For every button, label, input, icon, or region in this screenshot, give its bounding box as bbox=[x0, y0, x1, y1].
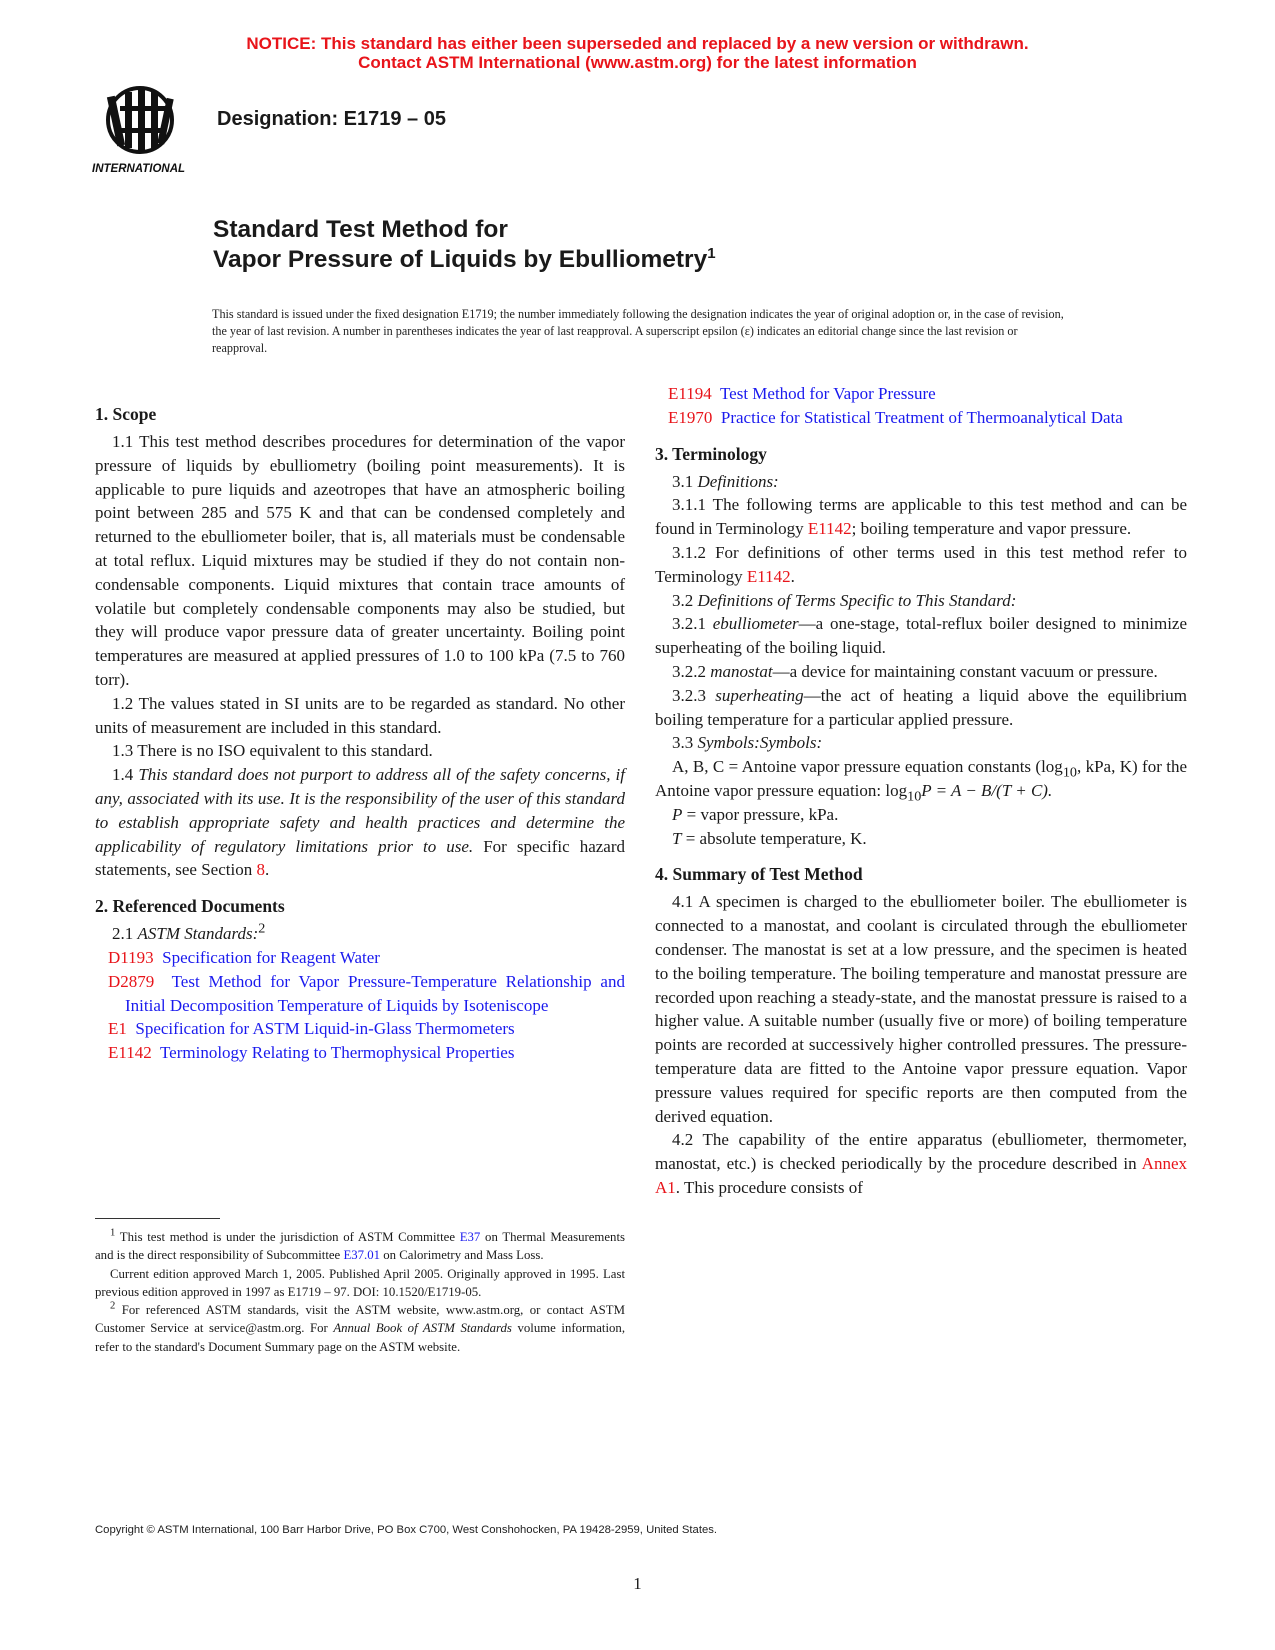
para-3-2-2-num: 3.2.2 bbox=[672, 661, 711, 681]
e1142-link[interactable]: E1142 bbox=[746, 566, 791, 586]
ref-item-e1[interactable] bbox=[95, 1017, 625, 1041]
symbol-t bbox=[655, 827, 1187, 851]
log-base: 10 bbox=[907, 788, 922, 805]
title-line-2-text: Vapor Pressure of Liquids by Ebulliometry bbox=[213, 246, 708, 273]
title-footnote-ref[interactable]: 1 bbox=[707, 244, 716, 262]
e37-link[interactable]: E37 bbox=[459, 1230, 481, 1244]
para-1-4-end: . bbox=[264, 860, 270, 880]
ref-item-e1970[interactable] bbox=[655, 406, 1187, 430]
term-ebulliometer: ebulliometer bbox=[712, 614, 799, 634]
ref-item-d1193[interactable] bbox=[95, 946, 625, 970]
section-3-heading: 3. Terminology bbox=[655, 443, 767, 464]
ref-title[interactable]: Practice for Statistical Treatment of Thermoanalytical Data bbox=[720, 407, 1123, 427]
logo-wordmark: INTERNATIONAL bbox=[92, 163, 186, 175]
footnote-2-ref[interactable]: 2 bbox=[258, 920, 266, 937]
ref-item-e1194[interactable] bbox=[655, 382, 1187, 406]
footnote-1 bbox=[95, 1228, 625, 1265]
footnote-2-marker: 2 bbox=[110, 1300, 116, 1312]
footnote-divider bbox=[95, 1218, 220, 1219]
para-1-4 bbox=[95, 763, 625, 882]
ref-title[interactable]: Specification for ASTM Liquid-in-Glass Thermometers bbox=[135, 1019, 515, 1039]
annex-a1-link[interactable]: Annex A1 bbox=[655, 1154, 1187, 1197]
footnote-1-text-2: on Thermal Measurements and is the direct responsibility of Subcommittee bbox=[95, 1230, 625, 1263]
para-3-1-1 bbox=[655, 493, 1187, 541]
para-3-1-2 bbox=[655, 541, 1187, 589]
ref-title[interactable]: Test Method for Vapor Pressure bbox=[719, 384, 936, 403]
para-3-2-3 bbox=[655, 684, 1187, 732]
notice-line-2: Contact ASTM International (www.astm.org) for the latest information bbox=[358, 53, 917, 72]
footnote-2 bbox=[95, 1301, 625, 1356]
astm-logo bbox=[90, 84, 200, 180]
e37-01-link[interactable]: E37.01 bbox=[343, 1248, 381, 1263]
para-3-2-1 bbox=[655, 612, 1187, 660]
ref-item-e1142[interactable] bbox=[95, 1041, 625, 1065]
symbol-p bbox=[655, 803, 1187, 827]
e1142-link[interactable]: E1142 bbox=[807, 519, 852, 539]
para-3-2-1-num: 3.2.1 bbox=[672, 614, 713, 634]
para-3-1-num: 3.1 bbox=[672, 471, 698, 491]
term-superheating: superheating bbox=[715, 685, 804, 705]
title-line-2 bbox=[213, 245, 716, 275]
left-column bbox=[95, 402, 625, 1065]
ref-code[interactable]: D2879 bbox=[108, 971, 155, 991]
para-3-2 bbox=[655, 589, 1187, 613]
footnote-1-text: This test method is under the jurisdiction of ASTM Committee bbox=[115, 1230, 460, 1244]
page-number: 1 bbox=[633, 1574, 642, 1593]
footnote-1-marker: 1 bbox=[110, 1227, 116, 1239]
ref-title[interactable]: Test Method for Vapor Pressure-Temperature Relationship and Initial Decomposition Temperature of Liquids by Isoteniscope bbox=[125, 971, 625, 1015]
para-3-2-2 bbox=[655, 660, 1187, 684]
designation: Designation: E1719 – 05 bbox=[217, 108, 446, 130]
section-8-link[interactable]: 8 bbox=[256, 860, 265, 880]
symbol-abc-text-2: , kPa, K) for the Antoine vapor pressure equation: log bbox=[655, 757, 1188, 800]
para-3-1-2-tail: . bbox=[790, 566, 795, 586]
section-4-heading: 4. Summary of Test Method bbox=[655, 864, 863, 885]
title-line-1: Standard Test Method for bbox=[213, 216, 508, 243]
footnote-1-edition: Current edition approved March 1, 2005. Published April 2005. Originally approved in 1995. Last previous edition approved in 1997 as E1719 – 97. DOI: 10.1520/E1719-05. bbox=[95, 1266, 625, 1299]
def-ebulliometer: —a one-stage, total-reflux boiler designed to minimize superheating of the boiling liquid. bbox=[655, 614, 1188, 658]
def-superheating: —the act of heating a liquid above the equilibrium boiling temperature for a particular applied pressure. bbox=[655, 685, 1188, 729]
symbol-p-def: = vapor pressure, kPa. bbox=[682, 804, 839, 824]
para-1-4-num: 1.4 bbox=[112, 765, 139, 785]
copyright: Copyright © ASTM International, 100 Barr Harbor Drive, PO Box C700, West Conshohocken, PA 19428-2959, United States. bbox=[95, 1524, 718, 1536]
ref-code[interactable]: E1970 bbox=[668, 407, 713, 427]
section-2-heading: 2. Referenced Documents bbox=[95, 896, 285, 917]
var-t: T bbox=[672, 828, 682, 848]
para-4-2-text: 4.2 The capability of the entire apparatus (ebulliometer, thermometer, manostat, etc.) is checked periodically by the procedure described in bbox=[655, 1130, 1187, 1174]
para-2-1 bbox=[95, 922, 625, 946]
footnote-2-text-2: volume information, refer to the standard's Document Summary page on the ASTM website. bbox=[95, 1321, 626, 1354]
var-p: P bbox=[672, 804, 683, 824]
section-1-heading: 1. Scope bbox=[95, 404, 157, 424]
term-manostat: manostat bbox=[710, 661, 773, 681]
para-3-1-1-text: 3.1.1 The following terms are applicable to this test method and can be found in Terminology bbox=[655, 495, 1187, 539]
para-1-4-tail: For specific hazard statements, see Section bbox=[95, 836, 625, 880]
notice-line-1: NOTICE: This standard has either been superseded and replaced by a new version or withdrawn. bbox=[246, 34, 1029, 53]
ref-title[interactable]: Specification for Reagent Water bbox=[162, 947, 380, 967]
para-3-2-3-num: 3.2.3 bbox=[672, 685, 716, 705]
para-3-2-num: 3.2 bbox=[672, 590, 698, 610]
para-1-3: 1.3 There is no ISO equivalent to this standard. bbox=[112, 741, 433, 761]
document-title bbox=[213, 215, 716, 275]
footnote-2-text: For referenced ASTM standards, visit the ASTM website, www.astm.org, or contact ASTM Customer Service at service@astm.org. For bbox=[95, 1303, 625, 1336]
antoine-equation: = A − B/(T + C). bbox=[931, 780, 1053, 800]
symbols-label: Symbols:Symbols: bbox=[697, 733, 823, 753]
para-1-2: 1.2 The values stated in SI units are to be regarded as standard. No other units of measurement are included in this standard. bbox=[95, 693, 625, 737]
para-4-2-tail: . This procedure consists of bbox=[675, 1177, 863, 1197]
para-3-1-2-text: 3.1.2 For definitions of other terms used in this test method refer to Terminology bbox=[655, 542, 1187, 586]
ref-item-d2879[interactable] bbox=[95, 970, 625, 1018]
definitions-label: Definitions: bbox=[697, 471, 779, 491]
para-3-1 bbox=[655, 470, 1187, 494]
footnote-1-text-3: on Calorimetry and Mass Loss. bbox=[380, 1248, 544, 1263]
footnotes bbox=[95, 1228, 625, 1356]
ref-title[interactable]: Terminology Relating to Thermophysical Properties bbox=[159, 1043, 515, 1063]
log-base: 10 bbox=[1062, 764, 1077, 781]
right-column bbox=[655, 384, 1188, 1200]
para-3-3 bbox=[655, 731, 1187, 755]
specific-definitions-label: Definitions of Terms Specific to This Standard: bbox=[697, 590, 1017, 610]
ref-code[interactable]: D1193 bbox=[108, 947, 154, 967]
para-3-1-1-tail: ; boiling temperature and vapor pressure. bbox=[851, 519, 1132, 539]
para-4-1: 4.1 A specimen is charged to the ebulliometer boiler. The ebulliometer is connected to a manostat, and coolant is circulated through the ebulliometer condenser. The manostat is set at a low pressure, and the specimen is heated to the boiling temperature. The boiling temperature and manostat pressure are recorded upon reaching a steady-state, and the manostat pressure is raised to a higher value. A suitable number (usually five or more) of boiling temperature points are recorded at successively higher controlled pressures. The pressure-temperature data are fitted to the Antoine vapor pressure equation. Vapor pressure values required for specific reports are then computed from the derived equation. bbox=[655, 892, 1187, 1126]
para-2-1-num: 2.1 bbox=[112, 924, 138, 944]
var-p: P bbox=[921, 780, 932, 800]
para-4-2 bbox=[655, 1128, 1187, 1199]
para-1-1: 1.1 This test method describes procedures for determination of the vapor pressure of liquids by ebulliometry (boiling point measurements). It is applicable to pure liquids and azeotropes that have an atmospheric boiling point between 285 and 575 K and that can be condensed completely and returned to the ebulliometer boiler, that is, all materials must be condensable at total reflux. Liquid mixtures may be studied if they do not contain non-condensable components. Liquid mixtures that contain trace amounts of volatile but completely condensable components may also be studied, but they will produce vapor pressure data of greater uncertainty. Boiling point temperatures are measured at applied pressures of 1.0 to 100 kPa (7.5 to 760 torr). bbox=[95, 432, 625, 689]
symbol-abc bbox=[655, 755, 1187, 803]
ref-code[interactable]: E1142 bbox=[108, 1043, 152, 1063]
symbol-t-def: = absolute temperature, K. bbox=[681, 828, 867, 848]
ref-code[interactable]: E1194 bbox=[668, 384, 712, 403]
withdrawal-notice bbox=[0, 34, 1275, 72]
astm-standards-label: ASTM Standards: bbox=[137, 924, 259, 944]
def-manostat: —a device for maintaining constant vacuum or pressure. bbox=[772, 661, 1158, 681]
symbol-abc-text: A, B, C = Antoine vapor pressure equation constants (log bbox=[672, 757, 1063, 777]
safety-caveat: This standard does not purport to address all of the safety concerns, if any, associated with its use. It is the responsibility of the user of this standard to establish appropriate safety and health practices and determine the applicability of regulatory limitations prior to use. bbox=[95, 765, 625, 856]
annual-book-title: Annual Book of ASTM Standards bbox=[333, 1321, 512, 1336]
astm-logo-icon bbox=[90, 84, 200, 180]
ref-code[interactable]: E1 bbox=[108, 1019, 127, 1039]
issuance-note: This standard is issued under the fixed designation E1719; the number immediately following the designation indicates the year of original adoption or, in the case of revision, the year of last revision. A number in parentheses indicates the year of last reapproval. A superscript epsilon (ε) indicates an editorial change since the last revision or reapproval. bbox=[212, 307, 1064, 355]
para-3-3-num: 3.3 bbox=[672, 733, 698, 753]
